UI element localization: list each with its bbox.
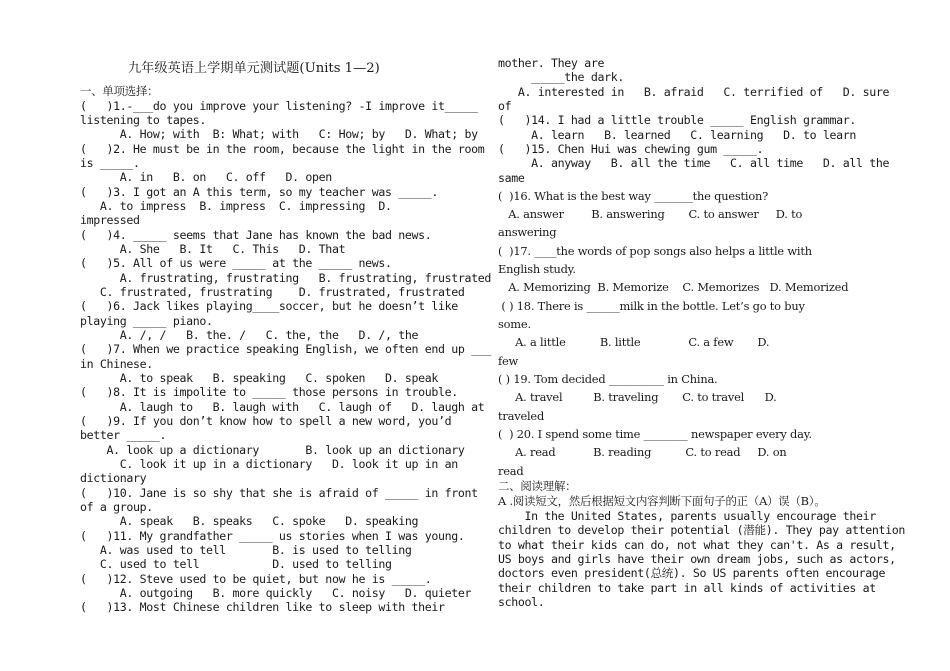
question-line: ( )12. Steve used to be quiet, but now he is _____.: [80, 572, 432, 586]
section-heading: 一、单项选择：: [80, 84, 159, 98]
options-line: A. frustrating, frustrating B. frustrating, frustrated: [80, 271, 492, 285]
passage-line: children to develop their potential (潜能). They pay attention: [498, 523, 906, 537]
options-line: dictionary: [80, 471, 147, 485]
question-line: ( )16. What is the best way _______the question?: [498, 189, 769, 203]
options-line: A. answer B. answering C. to answer D. to: [498, 207, 803, 221]
options-line: A. learn B. learned C. learning D. to learn: [498, 128, 857, 142]
question-line: ( )7. When we practice speaking English, we often end up ___: [80, 342, 492, 356]
options-line: A. travel B. traveling C. to travel D.: [498, 390, 777, 404]
question-line: ( )4. _____ seems that Jane has known the bad news.: [80, 228, 432, 242]
question-line: ( )6. Jack likes playing____soccer, but he doesn’t like: [80, 299, 458, 313]
document-title: 九年级英语上学期单元测试题(Units 1—2): [128, 61, 380, 76]
options-line: few: [498, 354, 519, 368]
options-line: same: [498, 171, 525, 185]
options-line: read: [498, 464, 524, 478]
question-line: playing _____ piano.: [80, 314, 213, 328]
section-heading: 二、阅读理解：: [498, 479, 577, 493]
question-line: ( )15. Chen Hui was chewing gum _____.: [498, 142, 764, 156]
instruction-line: A .阅读短文，然后根据短文内容判断下面句子的正（A）误（B）。: [498, 494, 826, 508]
question-line: is _____.: [80, 156, 140, 170]
options-line: C. used to tell D. used to telling: [80, 557, 392, 571]
question-line: ( )9. If you don’t know how to spell a new word, you’d: [80, 414, 452, 428]
question-line: ( )10. Jane is so shy that she is afraid of _____ in front: [80, 486, 478, 500]
question-line: in Chinese.: [80, 357, 153, 371]
options-line: A. outgoing B. more quickly C. noisy D. quieter: [80, 586, 472, 600]
options-line: A. anyway B. all the time C. all time D. all the: [498, 156, 890, 170]
question-line: ( )11. My grandfather _____ us stories when I was young.: [80, 529, 465, 543]
options-line: impressed: [80, 213, 140, 227]
question-line: ( ) 18. There is ______milk in the bottle. Let’s go to buy: [498, 299, 805, 313]
options-line: traveled: [498, 409, 545, 423]
options-line: A. to speak B. speaking C. spoken D. speak: [80, 371, 439, 385]
passage-line: doctors even president(总统). So US parents often encourage: [498, 566, 886, 580]
options-line: A. a little B. little C. a few D.: [498, 335, 770, 349]
options-line: A. speak B. speaks C. spoke D. speaking: [80, 514, 419, 528]
question-line: ( )17. ____the words of pop songs also helps a little with: [498, 244, 812, 258]
question-line: ( )13. Most Chinese children like to sleep with their: [80, 600, 445, 614]
passage-line: US boys and girls have their own dream jobs, such as actors,: [498, 552, 896, 566]
options-line: C. look it up in a dictionary D. look it up in an: [80, 457, 458, 471]
question-line: English study.: [498, 262, 576, 276]
options-line: A. laugh to B. laugh with C. laugh of D. laugh at: [80, 400, 485, 414]
question-line: ( )14. I had a little trouble _____ English grammar.: [498, 113, 857, 127]
options-line: of: [498, 99, 512, 113]
question-line: ( )5. All of us were _____ at the _____ news.: [80, 256, 392, 270]
question-line: listening to tapes.: [80, 113, 206, 127]
options-line: C. frustrated, frustrating D. frustrated, frustrated: [80, 285, 465, 299]
options-line: A. How; with B: What; with C: How; by D. What; by: [80, 127, 478, 141]
passage-line: their children to take part in all kinds of activities at: [498, 581, 876, 595]
question-line: ( ) 19. Tom decided __________ in China.: [498, 372, 718, 386]
options-line: A. /, / B. the. / C. the, the D. /, the: [80, 328, 419, 342]
options-line: A. Memorizing B. Memorize C. Memorizes D. Memorized: [498, 280, 849, 294]
options-line: A. She B. It C. This D. That: [80, 242, 346, 256]
question-line: of a group.: [80, 500, 153, 514]
options-line: A. to impress B. impress C. impressing D.: [80, 199, 392, 213]
question-line: ( )8. It is impolite to _____ those persons in trouble.: [80, 385, 458, 399]
options-line: A. interested in B. afraid C. terrified of D. sure: [498, 85, 890, 99]
question-line: ( )2. He must be in the room, because the light in the room: [80, 142, 485, 156]
options-line: A. in B. on C. off D. open: [80, 170, 332, 184]
question-line: some.: [498, 317, 531, 331]
options-line: answering: [498, 225, 557, 239]
question-line: mother. They are: [498, 56, 605, 70]
question-line: better _____.: [80, 428, 167, 442]
passage-line: school.: [498, 595, 545, 609]
options-line: A. was used to tell B. is used to telling: [80, 543, 412, 557]
question-line: ( ) 20. I spend some time ________ newspaper every day.: [498, 427, 812, 441]
question-line: ( )1.-___do you improve your listening? -I improve it_____: [80, 99, 478, 113]
options-line: A. look up a dictionary B. look up an dictionary: [80, 443, 465, 457]
passage-line: to what their kids can do, not what they can't. As a result,: [498, 538, 896, 552]
passage-line: In the United States, parents usually encourage their: [498, 509, 876, 523]
question-line: _____the dark.: [498, 70, 624, 84]
options-line: A. read B. reading C. to read D. on: [498, 445, 787, 459]
question-line: ( )3. I got an A this term, so my teacher was _____.: [80, 185, 439, 199]
